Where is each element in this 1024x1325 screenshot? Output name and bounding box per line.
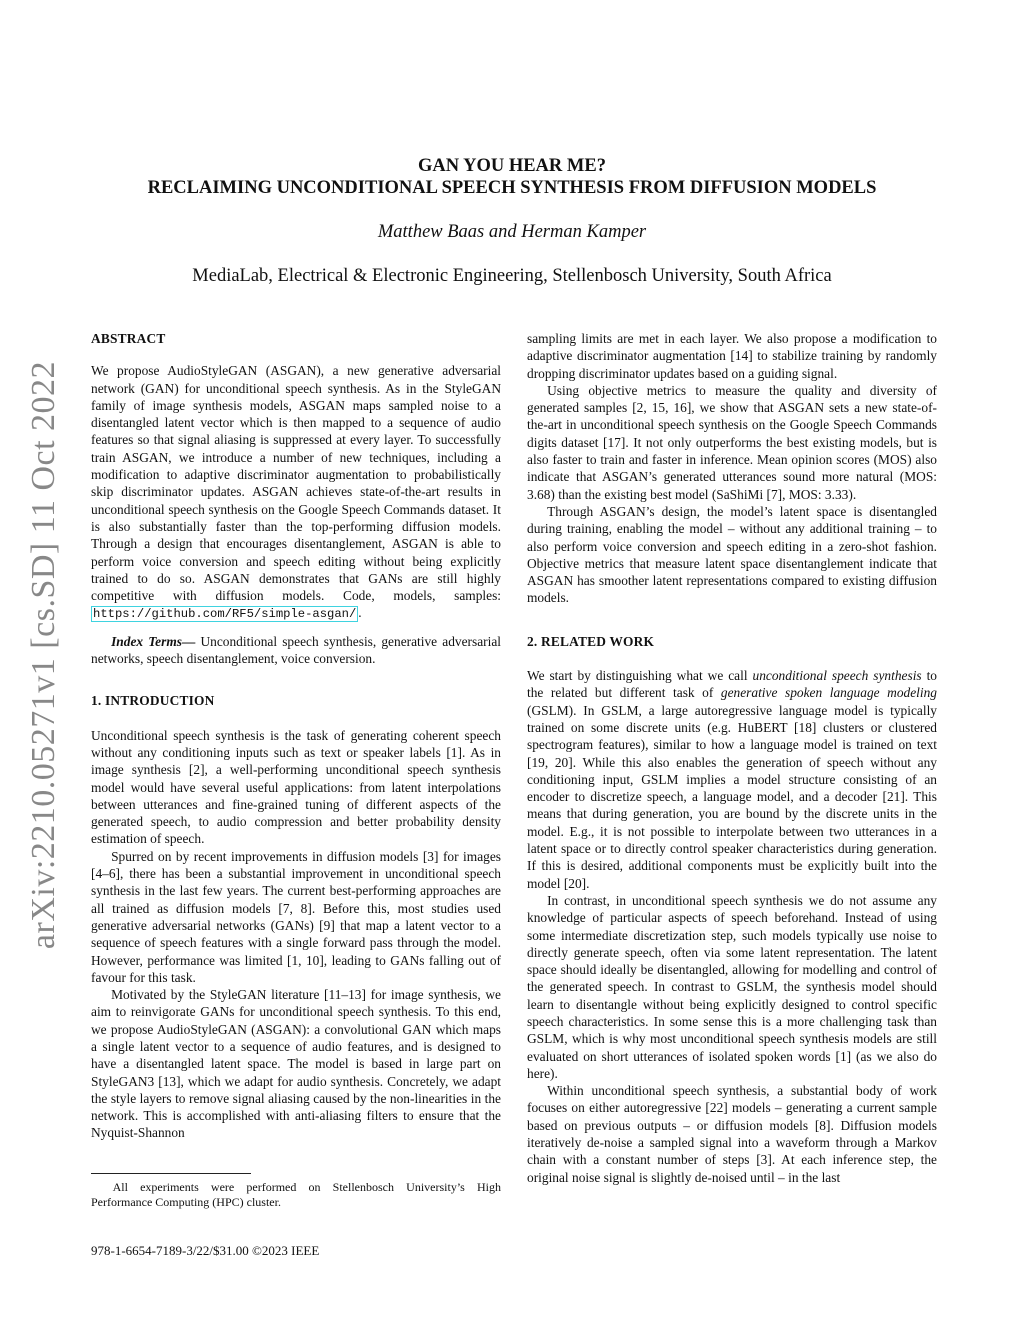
- term-unconditional-speech-synthesis: unconditional speech synthesis: [752, 668, 922, 684]
- index-terms-label: Index Terms—: [111, 633, 196, 649]
- title-line-2: RECLAIMING UNCONDITIONAL SPEECH SYNTHESIS FROM DIFFUSION MODELS: [147, 178, 877, 198]
- intro-paragraph-2: Spurred on by recent improvements in diffusion models [3] for images [4–6], there has been a substantial improvement in unconditional speech synthesis in the last few years. The current best-performing approaches are all trained as diffusion models [7, 8]. Before this, most studies used generative adversarial networks (GANs) [9] that map a latent vector to a sequence of speech features with a single forward pass through the model. However, performance was limited [1, 10], leading to GANs falling out of favour for this task.: [91, 848, 501, 985]
- paper-title: [0, 155, 1024, 199]
- related-p1-mid: to the related but different task of: [527, 668, 937, 701]
- intro-paragraph-3-continued: sampling limits are met in each layer. We also propose a modification to adaptive discriminator augmentation [14] to stabilize training by randomly dropping discriminator updates based on a guiding signal.: [527, 331, 937, 381]
- arxiv-identifier: [14, 355, 74, 955]
- introduction-heading: 1. INTRODUCTION: [91, 693, 215, 709]
- left-column: [91, 330, 501, 1142]
- abstract-text: We propose AudioStyleGAN (ASGAN), a new generative adversarial network (GAN) for unconditional speech synthesis. As in the StyleGAN family of image synthesis models, ASGAN maps sampled noise to a disentangled latent vector which is then mapped to a sequence of audio features so that signal aliasing is suppressed at every layer. To successfully train ASGAN, we introduce a number of new techniques, including a modification to adaptive discriminator augmentation to probabilistically skip discriminator updates. ASGAN achieves state-of-the-art results in unconditional speech synthesis on the Google Speech Commands dataset. It is also substantially faster than the top-performing diffusion models. Through a design that encourages disentanglement, ASGAN is able to perform voice conversion and speech editing without being explicitly trained to do so. ASGAN demonstrates that GANs are still highly competitive with diffusion models. Code, models, samples:: [91, 363, 501, 604]
- index-terms: [91, 633, 501, 668]
- arxiv-id-text: arXiv:2210.05271v1 [cs.SD] 11 Oct 2022: [25, 360, 62, 950]
- term-gslm: generative spoken language modeling: [720, 685, 937, 701]
- index-terms-text: Unconditional speech synthesis, generative adversarial networks, speech disentanglement, voice conversion.: [91, 633, 501, 667]
- related-paragraph-1: [527, 667, 937, 892]
- authors: Matthew Baas and Herman Kamper: [377, 222, 647, 242]
- intro-paragraph-1: Unconditional speech synthesis is the task of generating coherent speech without any conditioning inputs such as text or speaker labels [1]. As in image synthesis [2], a well-performing unconditional speech synthesis model would have several useful applications: from latent interpolations between utterances and fine-grained tuning of different aspects of the generated speech, to audio compression and better probability density estimation of speech.: [91, 727, 501, 847]
- intro-paragraph-3: Motivated by the StyleGAN literature [11–13] for image synthesis, we aim to reinvigorate GANs for unconditional speech synthesis. To this end, we propose AudioStyleGAN (ASGAN): a convolutional GAN which maps a single latent vector to a sequence of audio features, and is designed to have a disentangled latent space. The model is based in large part on StyleGAN3 [13], which we adapt for audio synthesis. Concretely, we adapt the style layers to remove signal aliasing caused by the non-linearities in the network. This is accomplished with anti-aliasing filters to ensure that the Nyquist-Shannon: [91, 987, 501, 1141]
- footnote-rule: [91, 1173, 251, 1174]
- copyright-notice: 978-1-6654-7189-3/22/$31.00 ©2023 IEEE: [91, 1243, 320, 1258]
- abstract-heading: ABSTRACT: [91, 331, 166, 346]
- footnote: All experiments were performed on Stellenbosch University’s High Performance Computing (HPC) cluster.: [91, 1180, 501, 1209]
- related-p1-start: We start by distinguishing what we call: [527, 668, 753, 684]
- title-line-1: GAN YOU HEAR ME?: [418, 156, 606, 176]
- code-link[interactable]: https://github.com/RF5/simple-asgan/: [93, 607, 357, 622]
- intro-paragraph-4: Using objective metrics to measure the quality and diversity of generated samples [2, 15, 16], we show that ASGAN sets a new state-of-the-art in unconditional speech synthesis on the Google Speech Commands digits dataset [17]. It not only outperforms the best existing models, but is also faster to train and faster in inference. Mean opinion scores (MOS) also indicate that ASGAN’s generated utterances sound more natural (MOS: 3.68) than the existing best model (SaShiMi [7], MOS: 3.33).: [527, 382, 937, 502]
- intro-paragraph-5: Through ASGAN’s design, the model’s latent space is disentangled during training, enabling the model – without any additional training – to also perform voice conversion and speech editing in a zero-shot fashion. Objective metrics that measure latent space disentanglement indicate that ASGAN has smoother latent representations compared to existing diffusion models.: [527, 503, 937, 606]
- affiliation: MediaLab, Electrical & Electronic Engineering, Stellenbosch University, South Africa: [192, 266, 832, 286]
- right-column: [527, 330, 937, 1186]
- related-p1-end: (GSLM). In GSLM, a large autoregressive language model is typically trained on some discrete units (e.g. HuBERT [18] clusters or clustered spectrogram features), similar to how a language model is trained on text [19, 20]. While this also enables the generation of speech without any conditioning input, GSLM implies a model structure consisting of an encoder to discretize speech, a language model, and a decoder [21]. This means that during generation, you are bound by the discrete units in the model. E.g., it is not possible to interpolate between two utterances in a latent space or to directly control speaker characteristics during generation. If this is desired, additional components must be explicitly built into the model [20].: [527, 702, 937, 891]
- abstract-body: We propose AudioStyleGAN (ASGAN), a new generative adversarial network (GAN) for unconditional speech synthesis. As in the StyleGAN family of image synthesis models, ASGAN maps sampled noise to a disentangled latent vector which is then mapped to a sequence of audio features so that signal aliasing is suppressed at every layer. To successfully train ASGAN, we introduce a number of new techniques, including a modification to adaptive discriminator augmentation to probabilistically skip discriminator updates. ASGAN achieves state-of-the-art results in unconditional speech synthesis on the Google Speech Commands dataset. It is also substantially faster than the top-performing diffusion models. Through a design that encourages disentanglement, ASGAN is able to perform voice conversion and speech editing without being explicitly trained to do so. ASGAN demonstrates that GANs are still highly competitive with diffusion models. Code, models, samples: https://github.com/RF5/simple-asgan/ .: [91, 363, 501, 622]
- related-paragraph-3: Within unconditional speech synthesis, a substantial body of work focuses on either autoregressive [22] models – generating a current sample based on previous outputs – or diffusion models [8]. Diffusion models iteratively de-noise a sampled signal into a waveform through a Markov chain with a constant number of steps [3]. At each inference step, the original noise signal is slightly de-noised until – in the last: [527, 1083, 937, 1185]
- related-paragraph-2: In contrast, in unconditional speech synthesis we do not assume any knowledge of particular aspects of speech beforehand. Instead of using some intermediate discretization step, such models typically use noise to directly generate speech, often via some latent representation. The latent space should ideally be disentangled, allowing for modelling and control of the generated speech. In contrast to GSLM, the synthesis model should learn to disentangle without being explicitly designed to control specific speech characteristics. In some sense this is a more challenging task than GSLM, which is why most unconditional speech synthesis models are still evaluated on short utterances of isolated spoken words [1] (as we also do here).: [527, 892, 937, 1081]
- related-work-heading: 2. RELATED WORK: [527, 633, 655, 649]
